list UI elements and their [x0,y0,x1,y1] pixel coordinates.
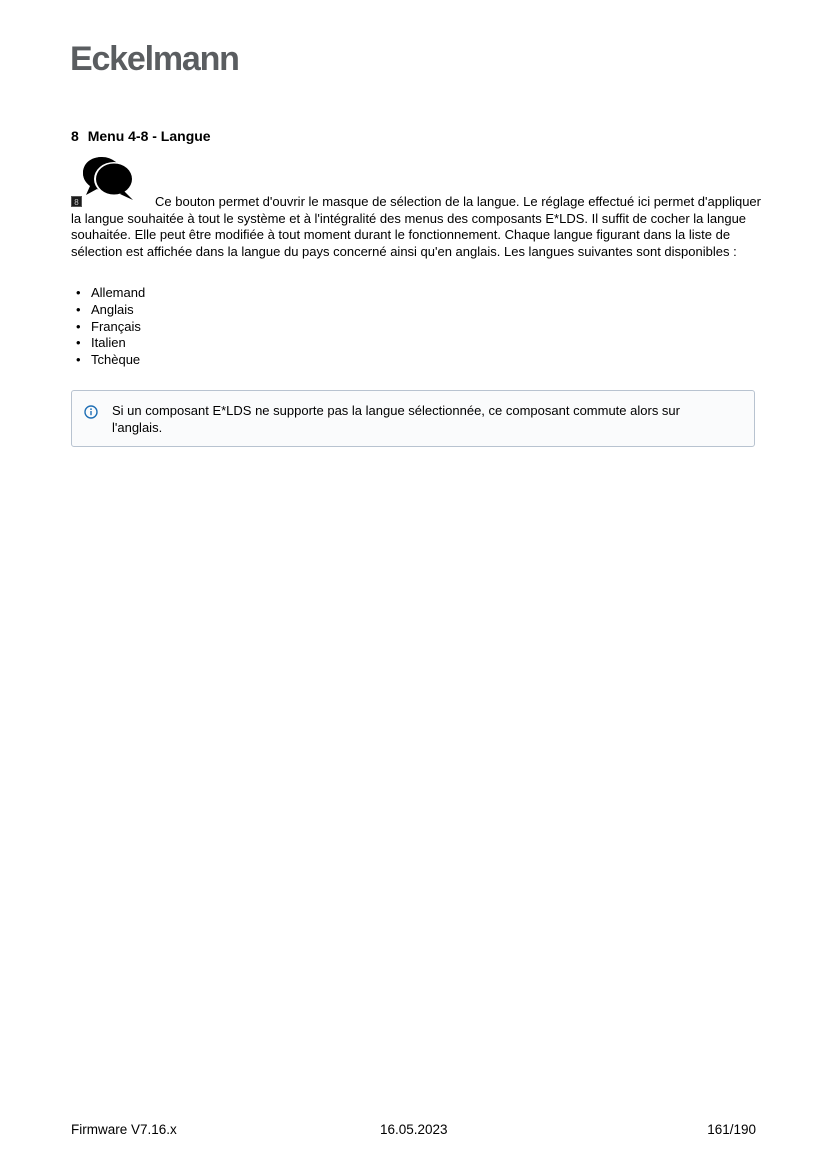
list-item: • Italien [71,335,145,352]
footer-firmware: Firmware V7.16.x [71,1122,177,1137]
section-title: Menu 4-8 - Langue [87,128,211,144]
note-text: Si un composant E*LDS ne supporte pas la langue sélectionnée, ce composant commute alors sur l'anglais. [112,403,680,435]
description-paragraph [71,194,761,260]
footer-page-number: 161/190 [707,1122,756,1137]
list-item: • Français [71,319,145,336]
info-note [71,390,755,447]
list-item: • Allemand [71,285,145,302]
list-item: • Anglais [71,302,145,319]
section-number: 8 [71,128,79,144]
section-heading [71,128,211,144]
list-item: • Tchèque [71,352,145,369]
menu-number-badge: 8 [71,196,82,207]
language-list [71,285,145,369]
description-text: Ce bouton permet d'ouvrir le masque de sélection de la langue. Le réglage effectué ici permet d'appliquer la langue souhaitée à tout le système et à l'intégralité des menus des composants E*LDS. Il suffit de cocher la langue souhaitée. Elle peut être modifiée à tout moment durant le fonctionnement. Chaque langue figurant dans la liste de sélection est affichée dans la langue du pays concerné ainsi qu'en anglais. Les langues suivantes sont disponibles : [71,194,761,259]
info-icon [84,405,98,419]
footer-date: 16.05.2023 [380,1122,448,1137]
company-logo: Eckelmann [70,40,239,78]
